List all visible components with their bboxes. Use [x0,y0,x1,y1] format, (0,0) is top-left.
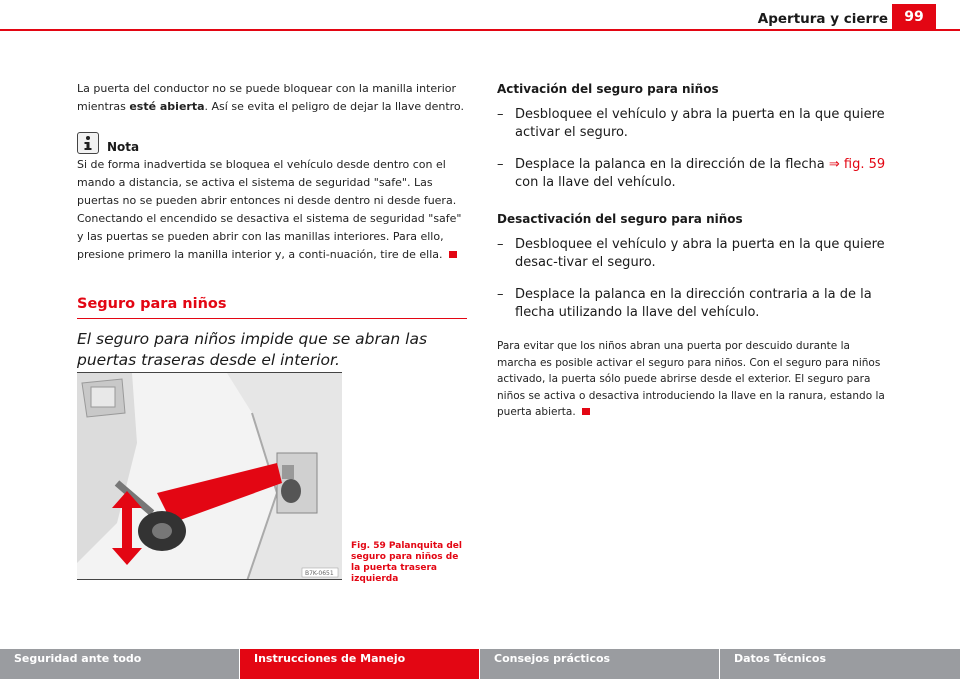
right-column [497,80,889,421]
footer-tab-consejos[interactable]: Consejos prácticos [480,649,720,679]
activation-step-1 [497,106,889,142]
left-column [77,80,467,371]
figure-reference-link[interactable]: ⇒ fig. 59 [828,157,886,172]
footer-nav [0,649,960,679]
step-dash: – [497,237,504,252]
intro-text-a: La puerta del conductor no se puede bloquear con la manilla interior mientras [77,82,457,113]
intro-paragraph [77,80,467,116]
step-dash: – [497,287,504,302]
deactivation-step-2 [497,286,889,322]
closing-paragraph [497,338,889,421]
intro-text-bold: esté abierta [129,100,205,113]
step-dash: – [497,157,504,172]
note-text: Si de forma inadvertida se bloquea el vehículo desde dentro con el mando a distancia, se activa el sistema de seguridad "safe". Las puertas no se pueden abrir entonces ni desde dentro ni desde fuera. Conectando el encendido se desactiva el sistema de seguridad "safe" y las puertas se pueden abrir con las manillas interiores. Para ello, presione primero la manilla interior y, a conti-nuación, tire de ella. [77,158,462,261]
section-title: Seguro para niños [77,296,467,319]
header-rule [0,29,960,31]
activation-step-2 [497,156,889,192]
step-text-b: con la llave del vehículo. [515,175,676,190]
activation-heading: Activación del seguro para niños [497,82,719,96]
deactivation-heading: Desactivación del seguro para niños [497,212,743,226]
deactivation-step-1 [497,236,889,272]
figure-illustration [77,372,342,580]
step-dash: – [497,107,504,122]
running-header-title: Apertura y cierre [757,11,888,27]
step-text-a: Desplace la palanca en la dirección de la flecha [515,157,829,172]
note-paragraph [77,156,467,264]
figure-caption: Fig. 59 Palanquita del seguro para niños de la puerta trasera izquierda [351,541,462,584]
closing-text: Para evitar que los niños abran una puerta por descuido durante la marcha es posible activar el seguro para niños. Con el seguro para niños activado, la puerta sólo puede abrirse desde el exterior. El seguro para niños se activa o desactiva introduciendo la llave en la ranura, estando la puerta abierta. [497,340,885,418]
info-icon [77,132,99,154]
section-subtitle: El seguro para niños impide que se abran las puertas traseras desde el interior. [77,330,428,369]
footer-tab-datos[interactable]: Datos Técnicos [720,649,960,679]
figure-code: B7K-0651 [305,570,334,577]
step-text: Desbloquee el vehículo y abra la puerta en la que quiere desac-tivar el seguro. [515,237,885,270]
child-lock-illustration [77,373,342,580]
step-text [515,156,889,192]
note-heading [77,132,467,154]
end-marker-icon [582,408,590,415]
end-marker-icon [449,251,457,258]
step-text: Desbloquee el vehículo y abra la puerta en la que quiere activar el seguro. [515,107,885,140]
page-number: 99 [892,4,936,31]
step-text: Desplace la palanca en la dirección contraria a la de la flecha utilizando la llave del vehículo. [515,287,872,320]
footer-tab-seguridad[interactable]: Seguridad ante todo [0,649,240,679]
intro-text-b: . Así se evita el peligro de dejar la llave dentro. [204,100,464,113]
footer-tab-instrucciones[interactable]: Instrucciones de Manejo [240,649,480,679]
note-label: Nota [107,140,140,154]
figure-59 [77,372,467,582]
